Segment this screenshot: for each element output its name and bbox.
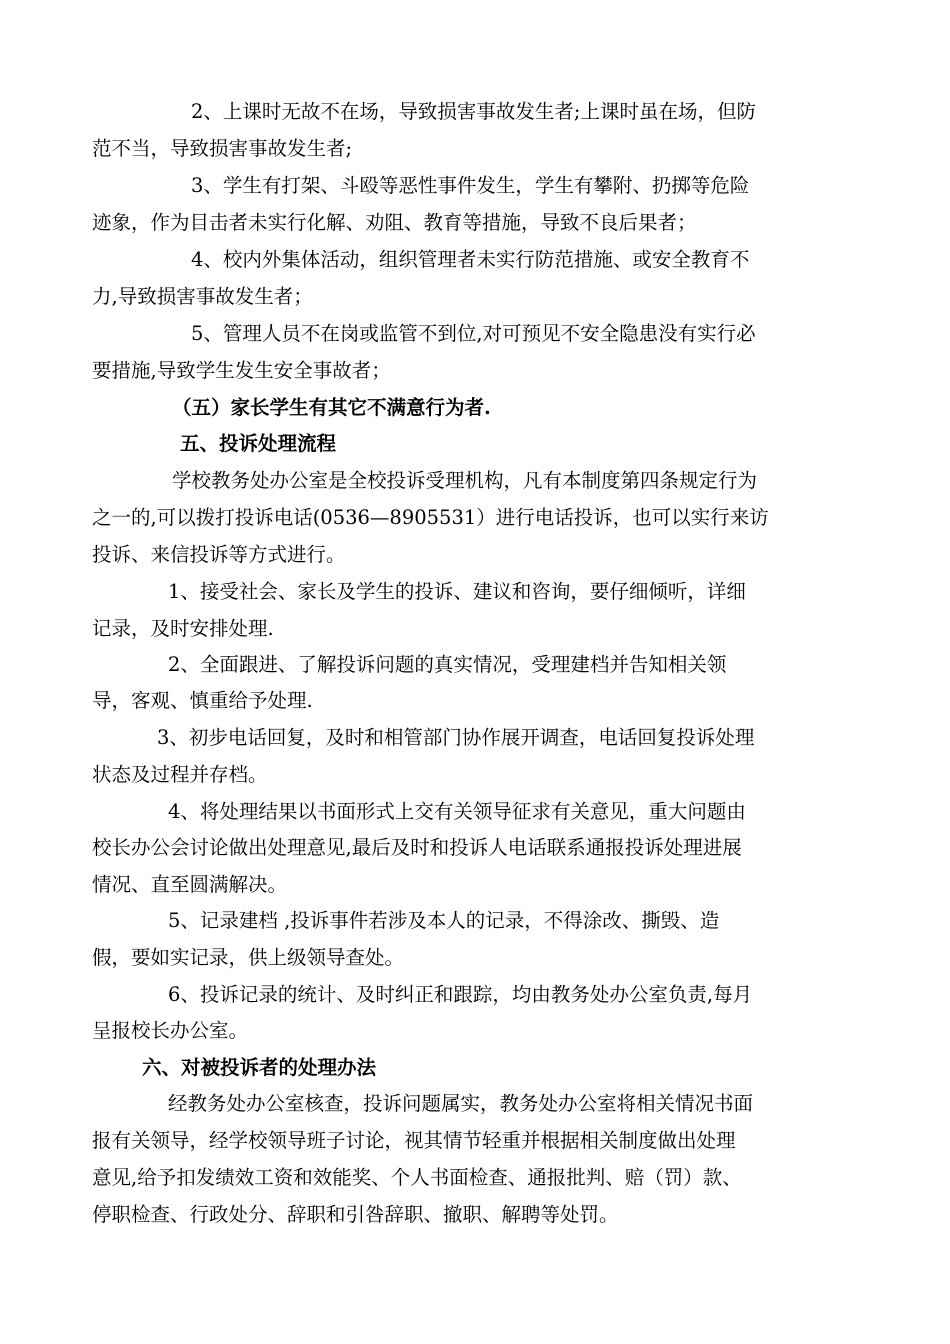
text-line: 校长办公会讨论做出处理意见,最后及时和投诉人电话联系通报投诉处理进展 — [92, 836, 742, 859]
section-heading: （五）家长学生有其它不满意行为者. — [172, 396, 491, 419]
text-line: 停职检查、行政处分、辞职和引咎辞职、撤职、解聘等处罚。 — [92, 1203, 619, 1226]
text-line: 假，要如实记录，供上级领导查处。 — [92, 946, 405, 969]
text-line: 2、全面跟进、了解投诉问题的真实情况，受理建档并告知相关领 — [168, 653, 727, 676]
text-line: 呈报校长办公室。 — [92, 1019, 249, 1042]
text-line: 2、上课时无故不在场，导致损害事故发生者;上课时虽在场，但防 — [191, 100, 756, 123]
text-line: 5、记录建档 ,投诉事件若涉及本人的记录，不得涂改、撕毁、造 — [168, 909, 720, 932]
text-line: 4、将处理结果以书面形式上交有关领导征求有关意见，重大问题由 — [168, 800, 746, 823]
text-line: 要措施,导致学生发生安全事故者； — [92, 359, 391, 382]
section-heading: 六、对被投诉者的处理办法 — [142, 1056, 377, 1079]
text-line: 4、校内外集体活动，组织管理者未实行防范措施、或安全教育不 — [191, 248, 750, 271]
text-line: 力,导致损害事故发生者； — [92, 285, 313, 308]
text-line: 导，客观、慎重给予处理. — [92, 689, 313, 712]
text-line: 记录，及时安排处理. — [92, 617, 274, 640]
text-line: 迹象，作为目击者未实行化解、劝阻、教育等措施，导致不良后果者； — [92, 211, 697, 234]
text-line: 之一的,可以拨打投诉电话(0536—8905531）进行电话投诉，也可以实行来访 — [92, 506, 769, 529]
text-line: 情况、直至圆满解决。 — [92, 873, 288, 896]
text-line: 学校教务处办公室是全校投诉受理机构，凡有本制度第四条规定行为 — [172, 469, 758, 492]
text-line: 投诉、来信投诉等方式进行。 — [92, 543, 346, 566]
text-line: 5、管理人员不在岗或监管不到位,对可预见不安全隐患没有实行必 — [191, 322, 756, 345]
text-line: 3、初步电话回复，及时和相管部门协作展开调查，电话回复投诉处理 — [157, 726, 755, 749]
text-line: 经教务处办公室核查，投诉问题属实，教务处办公室将相关情况书面 — [168, 1092, 754, 1115]
text-line: 意见,给予扣发绩效工资和效能奖、个人书面检查、通报批判、赔（罚）款、 — [92, 1166, 742, 1189]
text-line: 6、投诉记录的统计、及时纠正和跟踪，均由教务处办公室负责,每月 — [168, 983, 753, 1006]
text-line: 范不当，导致损害事故发生者; — [92, 137, 353, 160]
section-heading: 五、投诉处理流程 — [180, 432, 337, 455]
text-line: 状态及过程并存档。 — [92, 763, 268, 786]
text-line: 3、学生有打架、斗殴等恶性事件发生，学生有攀附、扔掷等危险 — [191, 174, 750, 197]
text-line: 1、接受社会、家长及学生的投诉、建议和咨询，要仔细倾听，详细 — [168, 580, 746, 603]
text-line: 报有关领导，经学校领导班子讨论，视其情节轻重并根据相关制度做出处理 — [92, 1129, 736, 1152]
